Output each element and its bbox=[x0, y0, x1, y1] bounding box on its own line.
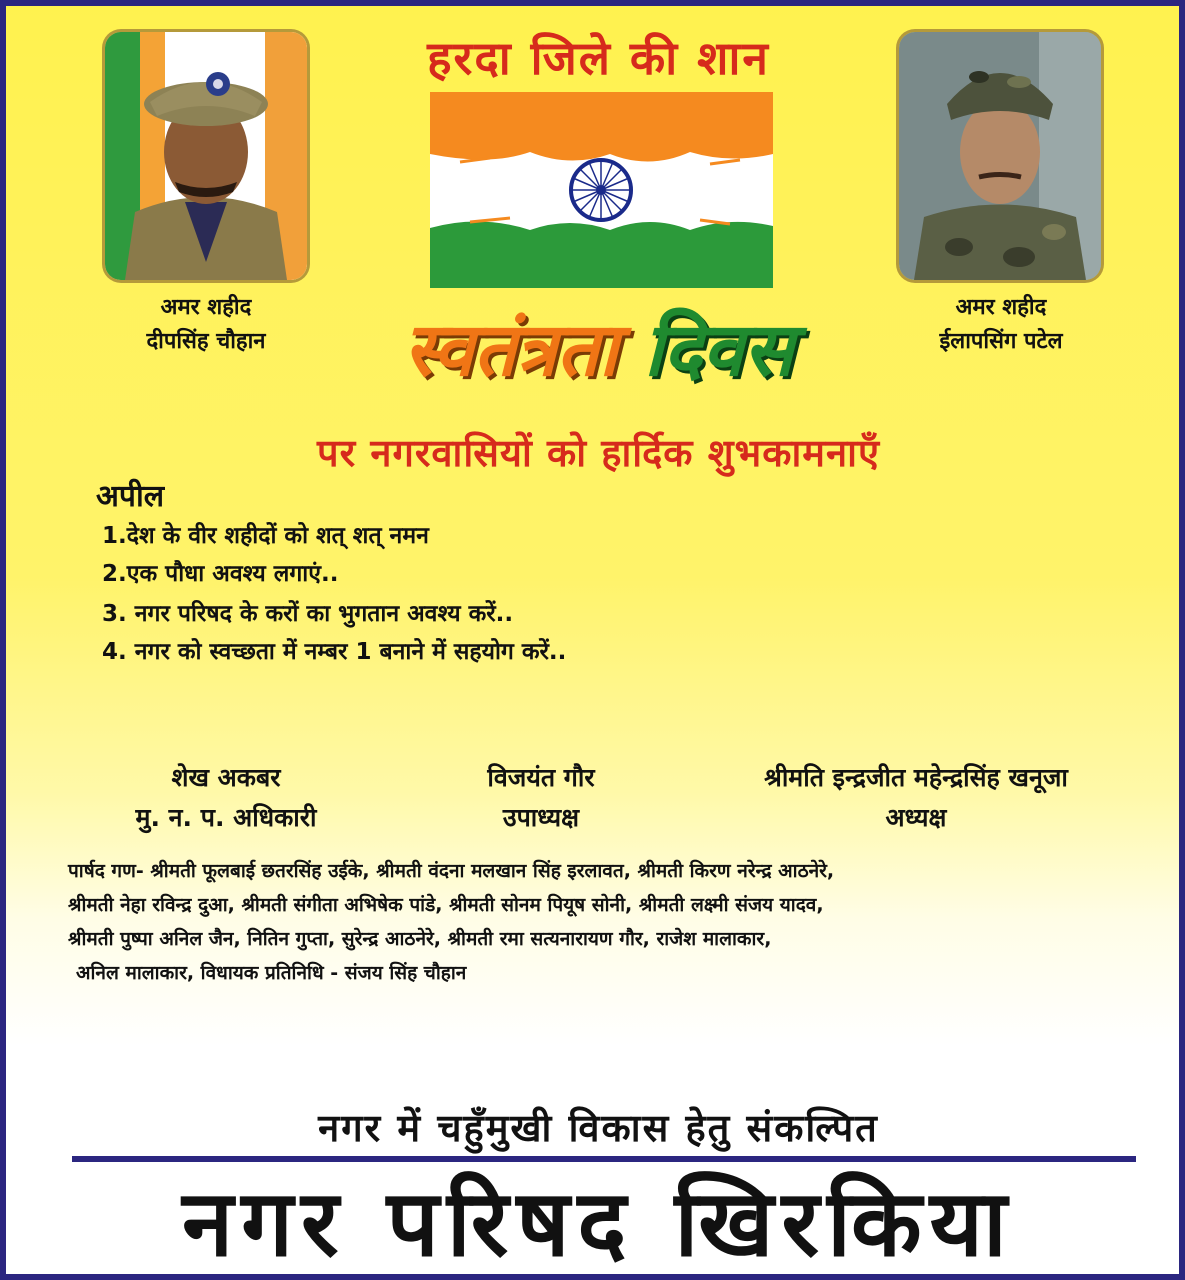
council-name: नगर परिषद खिरकिया bbox=[182, 1170, 1015, 1277]
councillors-line: श्रीमती पुष्पा अनिल जैन, नितिन गुप्ता, सुरेन्द्र आठनेरे, श्रीमती रमा सत्यनारायण गौर, राजेश मालाकार, bbox=[68, 928, 772, 950]
poster-title: हरदा जिले की शान bbox=[427, 31, 770, 85]
official-block bbox=[411, 758, 671, 838]
appeal-item: 1.देश के वीर शहीदों को शत् शत् नमन bbox=[102, 523, 429, 549]
appeal-item: 4. नगर को स्वच्छता में नम्बर 1 बनाने में सहयोग करें.. bbox=[102, 639, 567, 665]
martyr-name: दीपसिंह चौहान bbox=[146, 329, 266, 354]
ashoka-chakra-icon bbox=[571, 160, 631, 220]
appeal-heading: अपील bbox=[96, 479, 165, 514]
greeting-line: पर नगरवासियों को हार्दिक शुभकामनाएँ bbox=[317, 431, 880, 475]
martyr-caption-right bbox=[861, 291, 1141, 359]
councillors-line: पार्षद गण- श्रीमती फूलबाई छतरसिंह उईके, श्रीमती वंदना मलखान सिंह इरलावत, श्रीमती किरण नरेन्द्र आठनेरे, bbox=[68, 860, 835, 882]
heading-word-green: दिवस bbox=[643, 307, 794, 393]
martyr-name: ईलापसिंग पटेल bbox=[939, 329, 1063, 354]
martyr-photo-left bbox=[105, 32, 307, 280]
official-post: अध्यक्ष bbox=[885, 803, 947, 832]
martyr-title: अमर शहीद bbox=[955, 295, 1047, 320]
martyr-title: अमर शहीद bbox=[160, 295, 252, 320]
official-block bbox=[696, 758, 1136, 838]
indian-flag-image bbox=[430, 92, 773, 288]
footer-tagline: नगर में चहुँमुखी विकास हेतु संकल्पित bbox=[318, 1106, 879, 1150]
appeal-item: 2.एक पौधा अवश्य लगाएं.. bbox=[102, 561, 339, 587]
martyr-caption-left bbox=[66, 291, 346, 359]
official-block bbox=[66, 758, 386, 838]
independence-day-heading bbox=[386, 296, 811, 416]
councillors-list bbox=[68, 854, 1148, 990]
heading-word-saffron: स्वतंत्रता bbox=[403, 307, 618, 393]
appeal-item: 3. नगर परिषद के करों का भुगतान अवश्य करें.. bbox=[102, 601, 514, 627]
official-post: मु. न. प. अधिकारी bbox=[135, 803, 317, 832]
councillors-line: अनिल मालाकार, विधायक प्रतिनिधि - संजय सिंह चौहान bbox=[76, 962, 467, 984]
official-name: श्रीमति इन्द्रजीत महेन्द्रसिंह खनूजा bbox=[764, 763, 1068, 792]
official-post: उपाध्यक्ष bbox=[502, 803, 580, 832]
official-name: विजयंत गौर bbox=[487, 763, 595, 792]
councillors-line: श्रीमती नेहा रविन्द्र दुआ, श्रीमती संगीता अभिषेक पांडे, श्रीमती सोनम पियूष सोनी, श्रीमती लक्ष्मी संजय यादव, bbox=[68, 894, 824, 916]
martyr-photo-right bbox=[899, 32, 1101, 280]
official-name: शेख अकबर bbox=[171, 763, 281, 792]
footer-divider bbox=[72, 1156, 1136, 1162]
